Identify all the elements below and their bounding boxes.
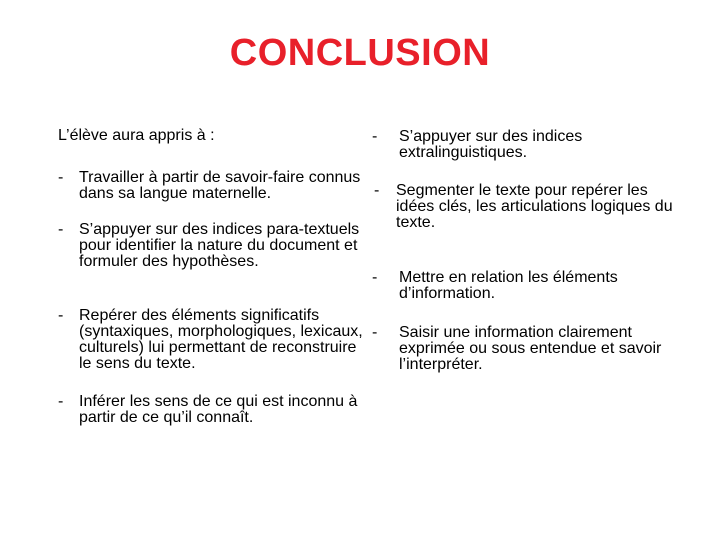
bullet-text: Inférer les sens de ce qui est inconnu à partir de ce qu’il connaît. [79, 393, 358, 426]
bullet-dash: - [58, 307, 64, 324]
bullet-text: S’appuyer sur des indices extralinguistiques. [399, 128, 583, 161]
bullet-text: S’appuyer sur des indices para-textuels pour identifier la nature du document et formuler des hypothèses. [79, 221, 360, 270]
slide-title: CONCLUSION [229, 32, 491, 74]
bullet-text: Segmenter le texte pour repérer les idées clés, les articulations logiques du texte. [396, 182, 673, 231]
bullet-text: Saisir une information clairement exprimée ou sous entendue et savoir l’interpréter. [399, 324, 662, 373]
bullet-dash: - [58, 221, 64, 238]
bullet-text: Repérer des éléments significatifs (syntaxiques, morphologiques, lexicaux, culturels) lui permettant de reconstruire le sens du texte. [79, 307, 363, 372]
bullet-dash: - [372, 269, 378, 286]
bullet-dash: - [374, 182, 380, 199]
bullet-dash: - [58, 393, 64, 410]
bullet-text: Mettre en relation les éléments d’information. [399, 269, 618, 302]
bullet-dash: - [372, 324, 378, 341]
bullet-text: Travailler à partir de savoir-faire connus dans sa langue maternelle. [79, 169, 361, 202]
bullet-dash: - [58, 169, 64, 186]
bullet-dash: - [372, 128, 378, 145]
intro-text: L’élève aura appris à : [58, 127, 215, 144]
